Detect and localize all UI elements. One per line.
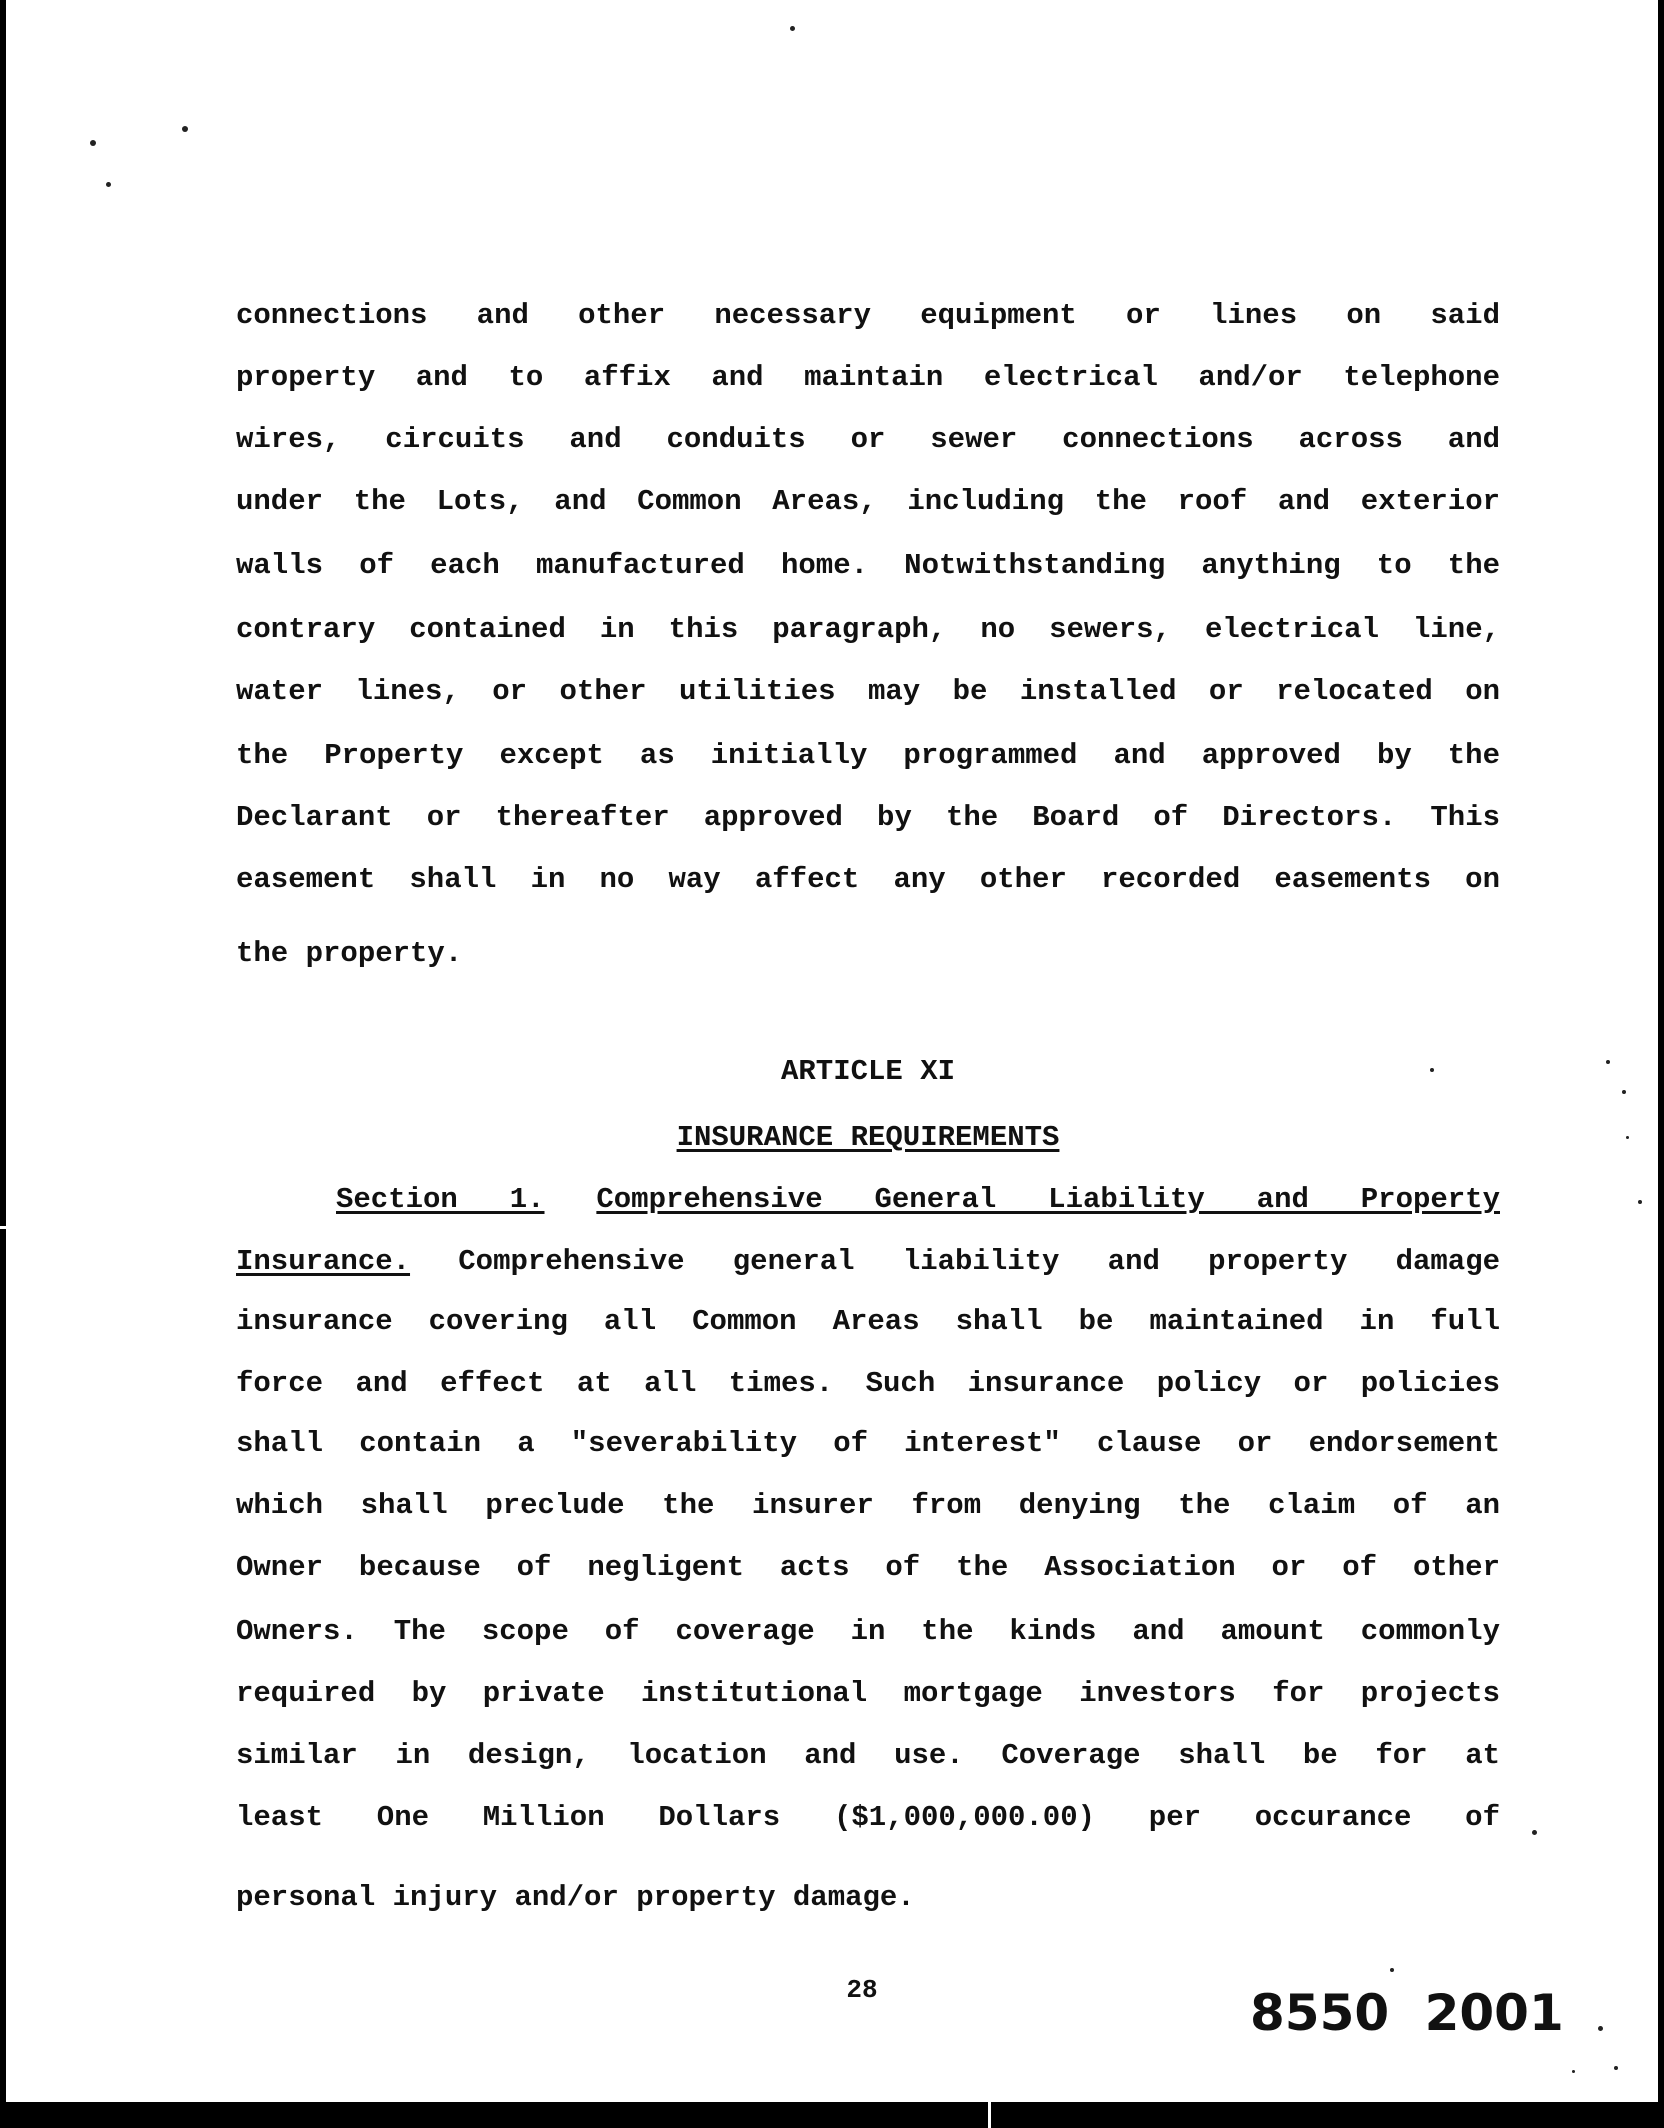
section-label: Section 1.	[336, 1183, 545, 1216]
section-body-line: force and effect at all times. Such insurance policy or policies	[236, 1367, 1500, 1400]
document-page	[6, 0, 1658, 2102]
section-body-line: required by private institutional mortgage investors for projects	[236, 1677, 1500, 1710]
document-id: 8550 2001	[1250, 1984, 1564, 2042]
section-first-line	[236, 1242, 1500, 1282]
article-title	[236, 1118, 1500, 1158]
section-body-line: shall contain a "severability of interest" clause or endorsement	[236, 1427, 1500, 1460]
scan-speck	[1606, 1060, 1610, 1064]
scan-speck	[1614, 2066, 1618, 2070]
scan-speck	[1638, 1200, 1642, 1204]
paragraph-line: contrary contained in this paragraph, no sewers, electrical line,	[236, 613, 1500, 646]
border-tick	[1222, 0, 1232, 4]
section-title-line2: Insurance.	[236, 1245, 411, 1278]
section-body-line: personal injury and/or property damage.	[236, 1881, 915, 1914]
article-heading: ARTICLE XI	[780, 1055, 956, 1088]
section-body-line: least One Million Dollars ($1,000,000.00) per occurance of	[236, 1801, 1500, 1834]
paragraph-line: walls of each manufactured home. Notwithstanding anything to the	[236, 549, 1500, 582]
scan-speck	[790, 26, 795, 31]
paragraph-line: wires, circuits and conduits or sewer connections across and	[236, 423, 1500, 456]
scan-speck	[90, 140, 96, 146]
paragraph-line: property and to affix and maintain electrical and/or telephone	[236, 361, 1500, 394]
paragraph-line: connections and other necessary equipment or lines on said	[236, 299, 1500, 332]
scan-speck	[1572, 2070, 1575, 2073]
paragraph-line: Declarant or thereafter approved by the Board of Directors. This	[236, 801, 1500, 834]
section-body-first: Comprehensive general liability and property damage	[458, 1245, 1501, 1278]
section-body-line: Owner because of negligent acts of the Association or of other	[236, 1551, 1500, 1584]
scan-speck	[182, 126, 188, 132]
scan-speck	[1532, 1830, 1537, 1835]
scan-speck	[106, 182, 111, 187]
paragraph-line: the property.	[236, 937, 463, 970]
article-title-text: INSURANCE REQUIREMENTS	[676, 1121, 1060, 1154]
section-body-line: insurance covering all Common Areas shall be maintained in full	[236, 1305, 1500, 1338]
paragraph-line: under the Lots, and Common Areas, including the roof and exterior	[236, 485, 1500, 518]
section-title-line1: Comprehensive General Liability and Property	[596, 1183, 1500, 1216]
section-body-line: Owners. The scope of coverage in the kinds and amount commonly	[236, 1615, 1500, 1648]
scan-speck	[1622, 1090, 1626, 1094]
scan-speck	[1598, 2026, 1603, 2031]
section-title-line	[336, 1180, 1500, 1220]
paragraph-line: water lines, or other utilities may be installed or relocated on	[236, 675, 1500, 708]
border-tick	[988, 2100, 991, 2128]
paragraph-line: easement shall in no way affect any other recorded easements on	[236, 863, 1500, 896]
scan-speck	[1626, 1136, 1629, 1139]
page-number: 28	[846, 1975, 878, 2005]
scan-speck	[1390, 1968, 1394, 1972]
border-tick	[0, 1226, 6, 1229]
section-body-line: which shall preclude the insurer from denying the claim of an	[236, 1489, 1500, 1522]
paragraph-line: the Property except as initially programmed and approved by the	[236, 739, 1500, 772]
section-body-line: similar in design, location and use. Coverage shall be for at	[236, 1739, 1500, 1772]
